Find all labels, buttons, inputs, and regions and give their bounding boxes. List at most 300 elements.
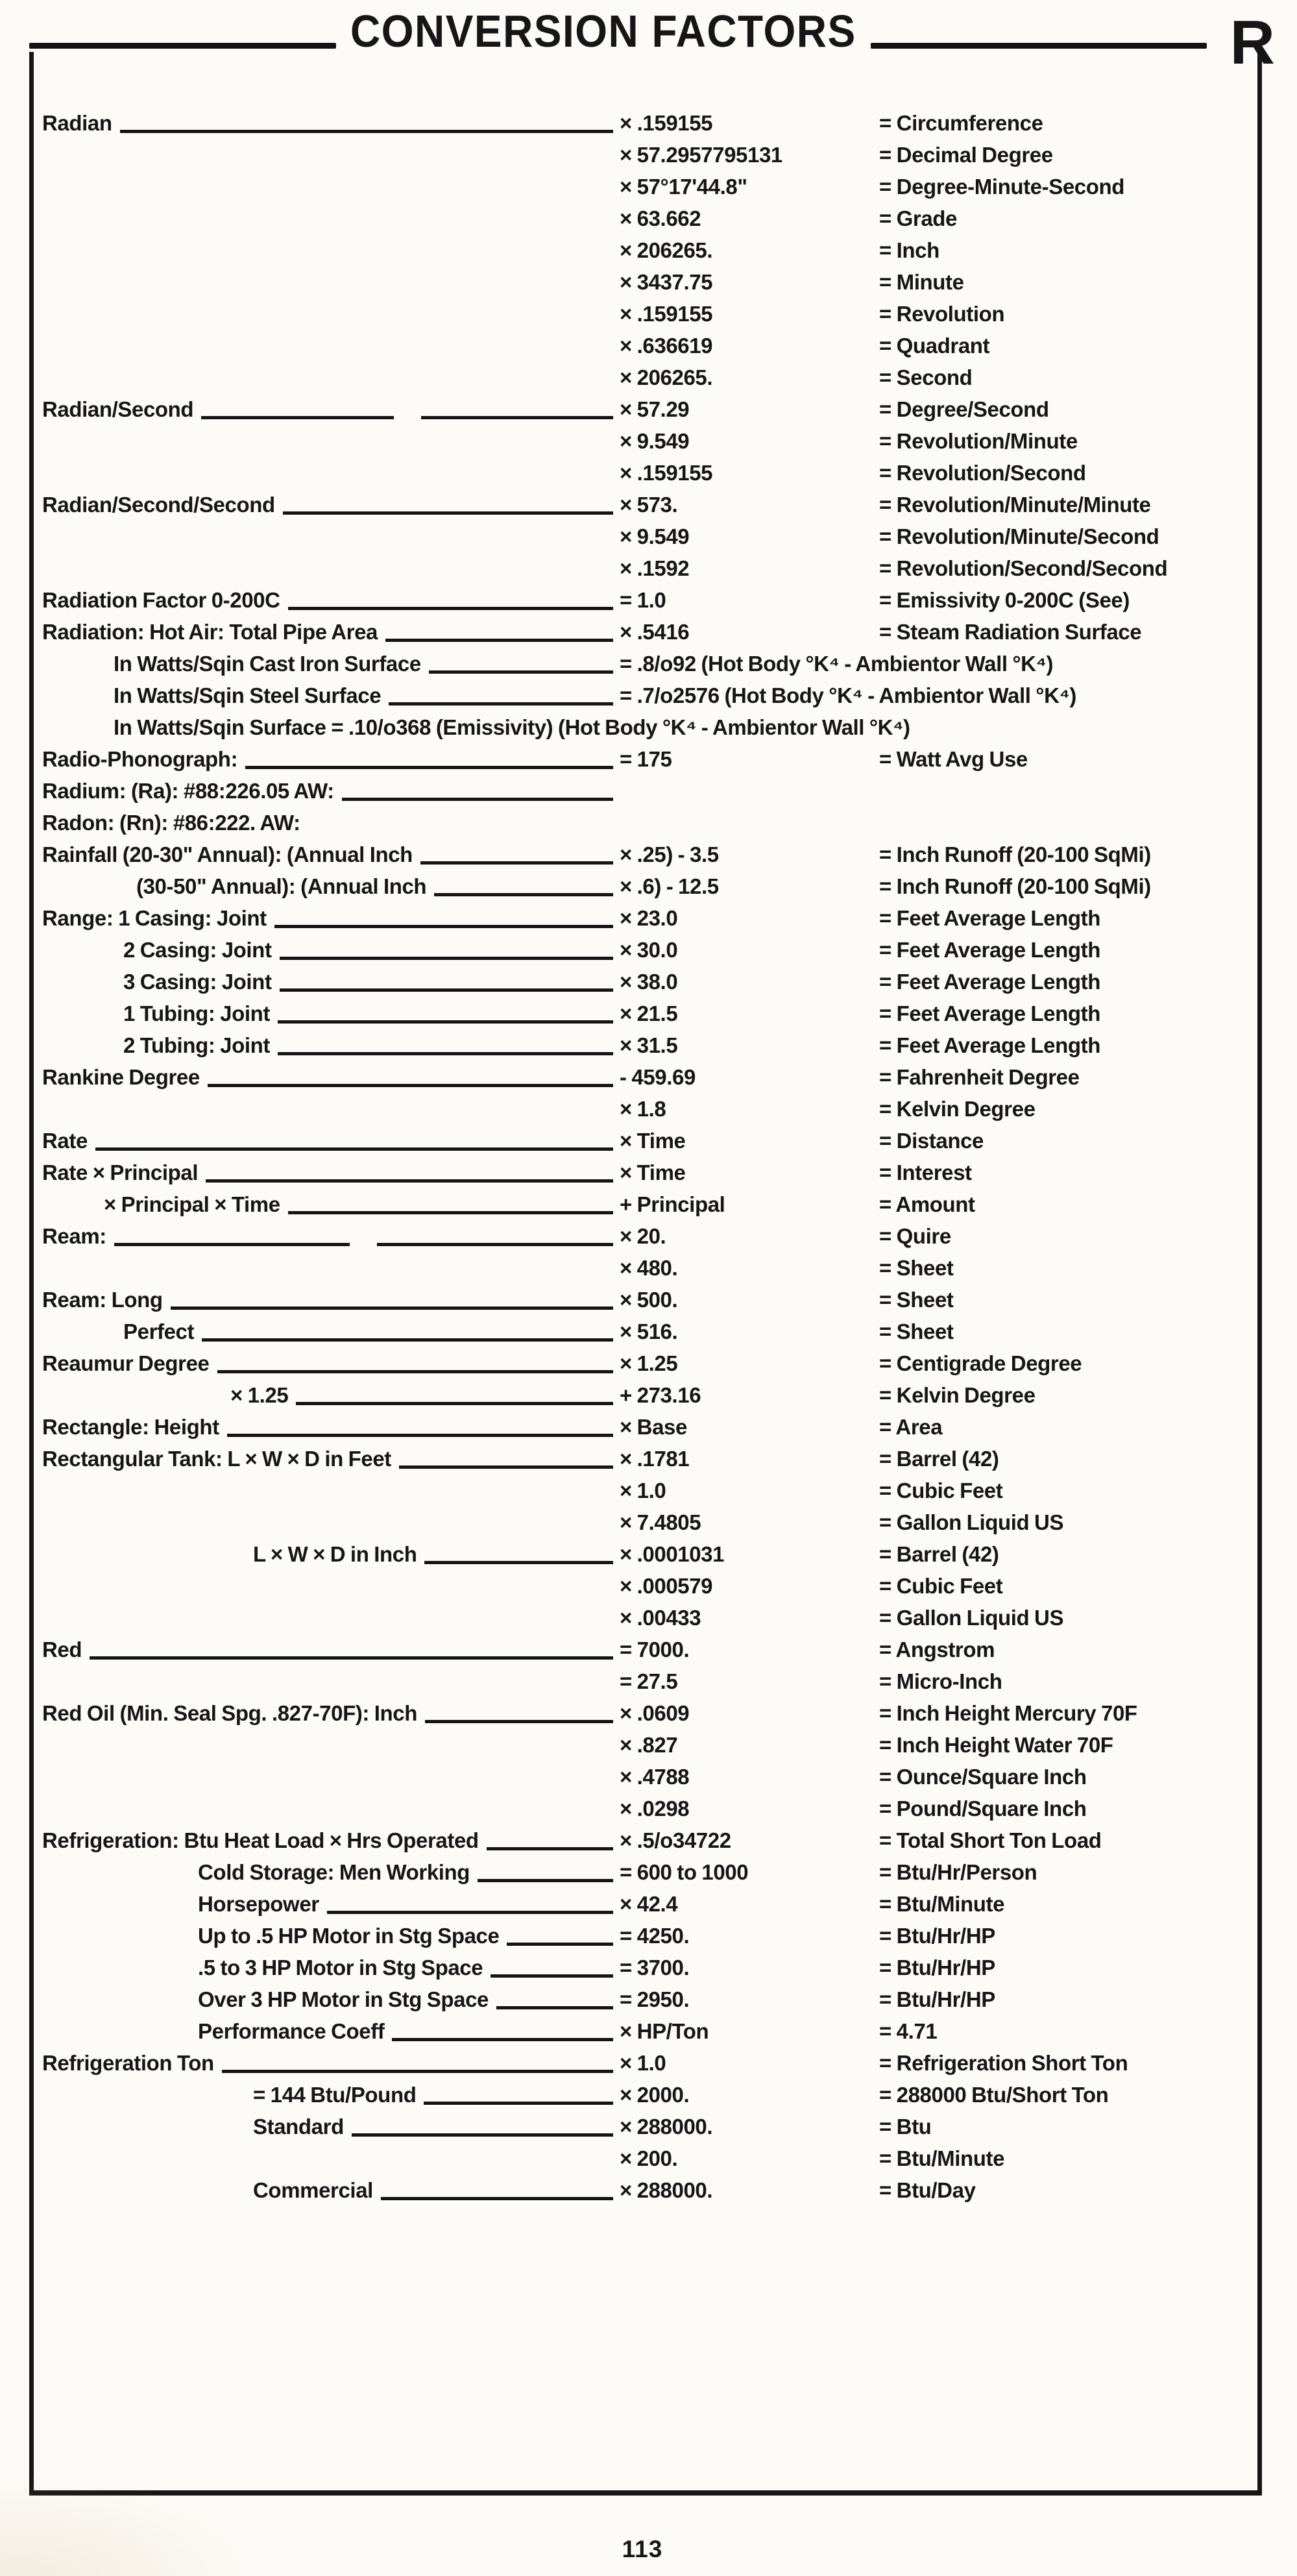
row-label-cell	[42, 1316, 620, 1347]
row-label-cell	[42, 1888, 620, 1920]
conversion-row	[42, 1888, 1262, 1920]
row-result: = Revolution/Minute/Minute	[879, 492, 1151, 517]
row-factor: × 23.0	[620, 905, 678, 930]
conversion-row	[42, 966, 1262, 998]
row-factor: × .6) - 12.5	[620, 874, 719, 898]
conversion-row	[42, 1761, 1262, 1793]
conversion-row	[42, 1188, 1262, 1220]
row-factor: × 206265.	[620, 365, 713, 389]
conversion-row	[42, 998, 1262, 1029]
row-label: Over 3 HP Motor in Stg Space	[198, 1987, 489, 2011]
row-factor: × 288000.	[620, 2114, 713, 2139]
row-label-cell	[42, 711, 1262, 743]
row-label: = 144 Btu/Pound	[253, 2082, 417, 2107]
row-label-cell	[42, 107, 620, 139]
conversion-row	[42, 1347, 1262, 1379]
row-label: 2 Casing: Joint	[123, 937, 272, 962]
row-label-cell	[42, 1856, 620, 1888]
row-label-cell	[42, 266, 620, 298]
conversion-row	[42, 107, 1262, 139]
row-label-cell	[42, 489, 620, 521]
conversion-row	[42, 1920, 1262, 1952]
row-label-cell	[42, 1665, 620, 1697]
ruled-line	[507, 1920, 613, 1952]
row-label: Horsepower	[198, 1891, 319, 1916]
ruled-line	[202, 1316, 613, 1347]
row-factor: × 500.	[620, 1287, 678, 1312]
row-factor: × .827	[620, 1732, 678, 1757]
conversion-row	[42, 1729, 1262, 1761]
conversion-row	[42, 1824, 1262, 1856]
conversion-row	[42, 266, 1262, 298]
conversion-row	[42, 1602, 1262, 1634]
row-result: = Cubic Feet	[879, 1478, 1003, 1503]
row-result: = Sheet	[879, 1319, 954, 1343]
row-label-cell	[42, 2111, 620, 2142]
conversion-row	[42, 1538, 1262, 1570]
ruled-line	[429, 648, 613, 680]
conversion-row	[42, 425, 1262, 457]
row-label-cell	[42, 807, 620, 839]
row-factor: × .1781	[620, 1446, 690, 1471]
row-factor: × 7.4805	[620, 1510, 701, 1534]
row-result: = Feet Average Length	[879, 1001, 1100, 1025]
conversion-row	[42, 1411, 1262, 1443]
ruled-line	[120, 107, 613, 139]
row-result: = Feet Average Length	[879, 937, 1100, 962]
conversion-row	[42, 648, 1262, 680]
row-label: Radio-Phonograph:	[42, 746, 238, 771]
row-label-cell	[42, 1443, 620, 1475]
row-label: Rectangle: Height	[42, 1414, 219, 1439]
row-label-cell	[42, 1793, 620, 1824]
row-factor: × .159155	[620, 460, 713, 485]
row-factor: × 20.	[620, 1223, 666, 1248]
ruled-line	[327, 1888, 613, 1920]
row-result: = Amount	[879, 1192, 975, 1216]
row-label-cell	[42, 139, 620, 171]
row-label: Up to .5 HP Motor in Stg Space	[198, 1923, 500, 1948]
conversion-row	[42, 775, 1262, 807]
conversion-row	[42, 171, 1262, 202]
row-result: = Btu/Day	[879, 2177, 976, 2202]
conversion-row	[42, 1697, 1262, 1729]
row-label: × Principal × Time	[104, 1192, 280, 1216]
row-label: Cold Storage: Men Working	[198, 1859, 470, 1884]
row-label: Radian	[42, 110, 112, 135]
row-result: = Revolution/Second	[879, 460, 1086, 485]
row-label: Range: 1 Casing: Joint	[42, 905, 267, 930]
ruled-line	[434, 870, 613, 902]
row-factor: × 200.	[620, 2146, 678, 2170]
row-factor: × .5416	[620, 619, 690, 644]
row-factor: × .0609	[620, 1700, 690, 1725]
ruled-line	[245, 743, 613, 775]
row-label-cell	[42, 234, 620, 266]
conversion-row	[42, 934, 1262, 966]
row-factor: × 9.549	[620, 524, 690, 548]
row-factor: × .00433	[620, 1605, 701, 1630]
row-label: Commercial	[253, 2177, 373, 2202]
row-label-cell	[42, 1602, 620, 1634]
row-factor: × 480.	[620, 1255, 678, 1280]
row-result: = Btu/Hr/Person	[879, 1859, 1037, 1884]
row-label-cell	[42, 1220, 620, 1252]
row-label: Ream: Long	[42, 1287, 163, 1312]
conversion-row	[42, 1856, 1262, 1888]
row-factor: = 27.5	[620, 1669, 678, 1693]
ruled-line	[288, 1188, 613, 1220]
row-result: = Micro-Inch	[879, 1669, 1002, 1693]
ruled-line	[487, 1824, 613, 1856]
row-factor: × 206265.	[620, 238, 713, 262]
row-label-cell	[42, 616, 620, 648]
row-result: = Btu/Minute	[879, 2146, 1005, 2170]
row-label-cell	[42, 298, 620, 330]
row-label: L × W × D in Inch	[253, 1541, 417, 1566]
row-result: = Feet Average Length	[879, 905, 1100, 930]
ruled-line	[95, 1125, 613, 1157]
row-label-cell	[42, 1475, 620, 1506]
row-label: Rate × Principal	[42, 1160, 199, 1184]
row-result: = Btu/Hr/HP	[879, 1923, 995, 1948]
row-label-cell	[42, 362, 620, 393]
row-result: = Kelvin Degree	[879, 1096, 1036, 1121]
row-factor: × 21.5	[620, 1001, 678, 1025]
conversion-row	[42, 743, 1262, 775]
conversion-row	[42, 330, 1262, 362]
title-rule-left	[29, 43, 336, 49]
row-label-cell	[42, 393, 620, 425]
row-label: Rainfall (20-30" Annual): (Annual Inch	[42, 842, 413, 866]
row-factor: × 30.0	[620, 937, 678, 962]
row-factor: × 63.662	[620, 206, 701, 230]
row-factor: × 57°17'44.8"	[620, 174, 747, 199]
row-result: = Revolution/Minute	[879, 428, 1078, 453]
row-factor: × .159155	[620, 110, 713, 135]
row-result: = Watt Avg Use	[879, 746, 1028, 771]
row-label: Radon: (Rn): #86:222. AW:	[42, 810, 300, 835]
row-factor: + 273.16	[620, 1382, 701, 1407]
row-factor: × .0298	[620, 1796, 690, 1821]
row-label-cell	[42, 1029, 620, 1061]
row-factor: + Principal	[620, 1192, 725, 1216]
row-factor: × 9.549	[620, 428, 690, 453]
conversion-row	[42, 1093, 1262, 1125]
conversion-row	[42, 1952, 1262, 1983]
ruled-line	[491, 1952, 613, 1983]
row-result: = Ounce/Square Inch	[879, 1764, 1087, 1789]
row-label: Radium: (Ra): #88:226.05 AW:	[42, 778, 334, 803]
conversion-row	[42, 234, 1262, 266]
row-label-cell	[42, 1729, 620, 1761]
row-label-cell	[42, 870, 620, 902]
conversion-row	[42, 1983, 1262, 2015]
ruled-line	[342, 775, 613, 807]
row-label: In Watts/Sqin Surface = .10/o368 (Emissivity) (Hot Body °K⁴ - Ambientor Wall °K⁴)	[114, 715, 910, 739]
ruled-line	[278, 1029, 613, 1061]
row-label: Rankine Degree	[42, 1064, 200, 1089]
row-result: = Kelvin Degree	[879, 1382, 1036, 1407]
page-number: 113	[622, 2536, 663, 2562]
conversion-row	[42, 1157, 1262, 1188]
row-label: Red Oil (Min. Seal Spg. .827-70F): Inch	[42, 1700, 418, 1725]
row-label-cell	[42, 2142, 620, 2174]
title-band	[29, 4, 1275, 77]
row-factor: = 3700.	[620, 1955, 690, 1980]
row-factor: × 57.2957795131	[620, 142, 782, 167]
ruled-line	[280, 966, 613, 998]
row-label: Reaumur Degree	[42, 1351, 210, 1375]
ruled-line	[208, 1061, 613, 1093]
ruled-line	[399, 1443, 613, 1475]
row-result: = Sheet	[879, 1255, 954, 1280]
ruled-line	[222, 2047, 613, 2079]
row-label-cell	[42, 1125, 620, 1157]
row-result: = Angstrom	[879, 1637, 995, 1662]
ruled-line	[425, 1697, 613, 1729]
row-label-cell	[42, 1188, 620, 1220]
row-result: = Barrel (42)	[879, 1446, 999, 1471]
row-label-cell	[42, 2047, 620, 2079]
conversion-table	[42, 107, 1262, 2206]
row-label-cell	[42, 2174, 620, 2206]
conversion-row	[42, 2047, 1262, 2079]
row-label-cell	[42, 1157, 620, 1188]
section-letter: R	[1230, 8, 1275, 77]
row-label: Refrigeration: Btu Heat Load × Hrs Operated	[42, 1828, 479, 1852]
conversion-row	[42, 521, 1262, 552]
row-result: = Steam Radiation Surface	[879, 619, 1142, 644]
row-label-cell	[42, 1952, 620, 1983]
conversion-row	[42, 2015, 1262, 2047]
conversion-row	[42, 870, 1262, 902]
row-factor: × .1592	[620, 556, 690, 580]
row-label: Radian/Second/Second	[42, 492, 275, 517]
conversion-row	[42, 616, 1262, 648]
row-factor: × .5/o34722	[620, 1828, 731, 1852]
conversion-row	[42, 584, 1262, 616]
row-result: = 4.71	[879, 2018, 938, 2043]
row-label-cell	[42, 457, 620, 489]
row-label: Radiation: Hot Air: Total Pipe Area	[42, 619, 378, 644]
row-label-cell	[42, 584, 620, 616]
row-factor: × 516.	[620, 1319, 678, 1343]
row-label-cell	[42, 1920, 620, 1952]
ruled-line	[283, 489, 613, 521]
ruled-line	[206, 1157, 613, 1188]
row-label-cell	[42, 680, 620, 711]
conversion-row	[42, 2111, 1262, 2142]
row-label-cell	[42, 998, 620, 1029]
conversion-row	[42, 1284, 1262, 1316]
ruled-line	[217, 1347, 614, 1379]
row-label-cell	[42, 330, 620, 362]
row-result: = Quire	[879, 1223, 951, 1248]
row-result: = Decimal Degree	[879, 142, 1053, 167]
row-label: Perfect	[123, 1319, 195, 1343]
conversion-row	[42, 1570, 1262, 1602]
row-result: = Total Short Ton Load	[879, 1828, 1102, 1852]
row-factor: × 42.4	[620, 1891, 678, 1916]
row-factor: × .0001031	[620, 1541, 725, 1566]
conversion-row	[42, 807, 1262, 839]
row-label: 1 Tubing: Joint	[123, 1001, 271, 1025]
conversion-row	[42, 2142, 1262, 2174]
row-result: = Centigrade Degree	[879, 1351, 1082, 1375]
row-label-cell	[42, 839, 620, 870]
ruled-line	[280, 934, 613, 966]
row-result: = Btu/Minute	[879, 1891, 1005, 1916]
conversion-row	[42, 1634, 1262, 1665]
title-rule-right	[871, 43, 1207, 49]
row-factor: × 57.29	[620, 397, 690, 421]
ruled-line	[278, 998, 613, 1029]
conversion-row	[42, 489, 1262, 521]
row-result: = Revolution/Minute/Second	[879, 524, 1159, 548]
row-result: = Degree-Minute-Second	[879, 174, 1125, 199]
conversion-row	[42, 1379, 1262, 1411]
row-factor: - 459.69	[620, 1064, 696, 1089]
row-result: = Feet Average Length	[879, 1033, 1100, 1057]
row-result: = Degree/Second	[879, 397, 1049, 421]
ruled-line	[274, 902, 613, 934]
conversion-row	[42, 1443, 1262, 1475]
ruled-line	[424, 2079, 613, 2111]
row-factor: = .8/o92 (Hot Body °K⁴ - Ambientor Wall °K⁴)	[620, 651, 1054, 676]
row-label-cell	[42, 1061, 620, 1093]
ruled-line	[227, 1411, 613, 1443]
row-result: = Inch Runoff (20-100 SqMi)	[879, 874, 1151, 898]
row-result: = Barrel (42)	[879, 1541, 999, 1566]
ruled-line	[478, 1856, 613, 1888]
row-factor: × .25) - 3.5	[620, 842, 719, 866]
row-result: = Revolution	[879, 301, 1005, 326]
row-factor: × 1.0	[620, 2050, 666, 2075]
row-label: In Watts/Sqin Cast Iron Surface	[114, 651, 421, 676]
row-result: = Pound/Square Inch	[879, 1796, 1087, 1821]
row-result: = Feet Average Length	[879, 969, 1100, 994]
row-result: = Sheet	[879, 1287, 954, 1312]
ruled-line	[352, 2111, 613, 2142]
row-factor: × .4788	[620, 1764, 690, 1789]
ruled-line	[90, 1634, 613, 1665]
conversion-row	[42, 680, 1262, 711]
row-label: .5 to 3 HP Motor in Stg Space	[198, 1955, 483, 1980]
row-result: = Revolution/Second/Second	[879, 556, 1168, 580]
row-factor: = 7000.	[620, 1637, 690, 1662]
row-label-cell	[42, 1347, 620, 1379]
row-label-cell	[42, 1697, 620, 1729]
row-result: = Second	[879, 365, 973, 389]
row-label: 2 Tubing: Joint	[123, 1033, 271, 1057]
row-label-cell	[42, 1252, 620, 1284]
row-label-cell	[42, 743, 620, 775]
row-result: = Distance	[879, 1128, 984, 1153]
conversion-row	[42, 2174, 1262, 2206]
conversion-row	[42, 1475, 1262, 1506]
ruled-line	[201, 393, 393, 425]
row-label: In Watts/Sqin Steel Surface	[114, 683, 382, 707]
ruled-line	[496, 1983, 613, 2015]
row-label: 3 Casing: Joint	[123, 969, 272, 994]
ruled-line	[171, 1284, 613, 1316]
row-label-cell	[42, 934, 620, 966]
ruled-line	[389, 680, 613, 711]
row-result: = Btu	[879, 2114, 932, 2139]
ruled-line	[424, 1538, 613, 1570]
row-factor: = 175	[620, 746, 672, 771]
row-result: = Fahrenheit Degree	[879, 1064, 1080, 1089]
row-result: = Emissivity 0-200C (See)	[879, 587, 1130, 612]
row-label-cell	[42, 552, 620, 584]
row-result: = Refrigeration Short Ton	[879, 2050, 1128, 2075]
row-result: = Cubic Feet	[879, 1573, 1003, 1598]
row-factor: × 2000.	[620, 2082, 690, 2107]
row-label-cell	[42, 521, 620, 552]
ruled-line	[385, 616, 613, 648]
row-label-cell	[42, 648, 620, 680]
row-label-cell	[42, 1379, 620, 1411]
conversion-row	[42, 362, 1262, 393]
row-result: = Inch Height Mercury 70F	[879, 1700, 1137, 1725]
conversion-row	[42, 139, 1262, 171]
row-label-cell	[42, 1284, 620, 1316]
row-label: Red	[42, 1637, 82, 1662]
row-label-cell	[42, 775, 620, 807]
row-label-cell	[42, 1538, 620, 1570]
conversion-row	[42, 298, 1262, 330]
conversion-row	[42, 1665, 1262, 1697]
conversion-row	[42, 1252, 1262, 1284]
row-label-cell	[42, 1824, 620, 1856]
row-result: = Interest	[879, 1160, 972, 1184]
row-label: × 1.25	[230, 1382, 289, 1407]
row-result: = Btu/Hr/HP	[879, 1987, 995, 2011]
ruled-line	[114, 1220, 350, 1252]
row-label-cell	[42, 902, 620, 934]
ruled-line	[288, 584, 613, 616]
row-label-cell	[42, 171, 620, 202]
row-factor: = 600 to 1000	[620, 1859, 749, 1884]
row-factor: = 2950.	[620, 1987, 690, 2011]
row-label: Standard	[253, 2114, 344, 2139]
row-result: = Inch Height Water 70F	[879, 1732, 1113, 1757]
row-factor: × 573.	[620, 492, 678, 517]
conversion-row	[42, 1125, 1262, 1157]
conversion-row	[42, 202, 1262, 234]
row-factor: = 1.0	[620, 587, 666, 612]
conversion-row	[42, 1316, 1262, 1347]
row-label: Performance Coeff	[198, 2018, 385, 2043]
row-factor: × 3437.75	[620, 269, 713, 294]
row-factor: × Base	[620, 1414, 687, 1439]
row-result: = Gallon Liquid US	[879, 1605, 1064, 1630]
row-label-cell	[42, 1506, 620, 1538]
conversion-row	[42, 1220, 1262, 1252]
row-result: = Inch	[879, 238, 939, 262]
row-label: Radiation Factor 0-200C	[42, 587, 280, 612]
row-label-cell	[42, 1093, 620, 1125]
conversion-row	[42, 1029, 1262, 1061]
page-title: CONVERSION FACTORS	[350, 6, 856, 57]
conversion-row	[42, 552, 1262, 584]
ruled-line	[296, 1379, 613, 1411]
row-factor: = .7/o2576 (Hot Body °K⁴ - Ambientor Wall °K⁴)	[620, 683, 1077, 707]
row-factor: × 1.8	[620, 1096, 666, 1121]
conversion-row	[42, 1061, 1262, 1093]
conversion-row	[42, 457, 1262, 489]
